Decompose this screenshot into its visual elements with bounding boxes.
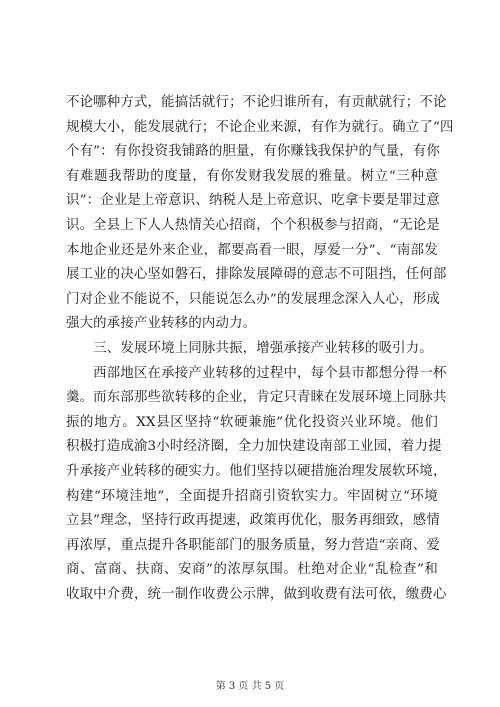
text-line: 个有”：有你投资我铺路的胆量，有你赚钱我保护的气量，有你	[66, 144, 440, 160]
text-line: 有难题我帮助的度量，有你发财我发展的雅量。树立“三种意	[66, 168, 438, 184]
text-line: 振的地方。XX县区坚持“软硬兼施”优化投资兴业环境。他们	[66, 414, 438, 430]
text-line: 商、富商、扶商、安商”的浓厚氛围。杜绝对企业“乱检查”和	[66, 562, 438, 578]
text-line: 西部地区在承接产业转移的过程中，每个县市都想分得一杯	[66, 365, 447, 381]
text-line: 门对企业不能说不，只能说怎么办”的发展理念深入人心，形成	[66, 291, 440, 307]
text-line: 再浓厚，重点提升各职能部门的服务质量，努力营造“亲商、爱	[66, 537, 440, 553]
text-line: 规模大小，能发展就行；不论企业来源，有作为就行。确立了“四	[66, 119, 454, 135]
text-line: 识”：企业是上帝意识、纳税人是上帝意识、吃拿卡要是罪过意	[66, 193, 440, 209]
section-heading: 三、发展环境上同脉共振，增强承接产业转移的吸引力。	[66, 340, 433, 356]
text-line: 识。全县上下人人热情关心招商，个个积极参与招商，“无论是	[66, 217, 440, 233]
text-line: 升承接产业转移的硬实力。他们坚持以硬措施治理发展软环境，	[66, 463, 447, 479]
body-text	[66, 91, 454, 607]
page-number-footer: 第 3 页 共 5 页	[215, 681, 285, 692]
text-line: 强大的承接产业转移的内动力。	[66, 316, 257, 332]
text-line: 羹。而东部那些欲转移的企业，肯定只青睐在发展环境上同脉共	[66, 390, 447, 406]
text-line: 本地企业还是外来企业，都要高看一眼，厚爱一分”、“南部发	[66, 242, 438, 258]
text-line: 立县”理念，坚持行政再提速，政策再优化，服务再细致，感情	[66, 513, 440, 529]
text-line: 不论哪种方式，能搞活就行；不论归谁所有，有贡献就行；不论	[66, 95, 447, 110]
text-line: 展工业的决心坚如磐石，排除发展障碍的意志不可阻挡，任何部	[66, 267, 447, 283]
text-line: 积极打造成渝3小时经济圈，全力加快建设南部工业园，着力提	[66, 439, 442, 455]
text-line: 收取中介费，统一制作收费公示牌，做到收费有法可依，缴费心	[66, 586, 447, 602]
text-line: 构建“环境洼地”，全面提升招商引资软实力。牢固树立“环境	[66, 488, 438, 504]
